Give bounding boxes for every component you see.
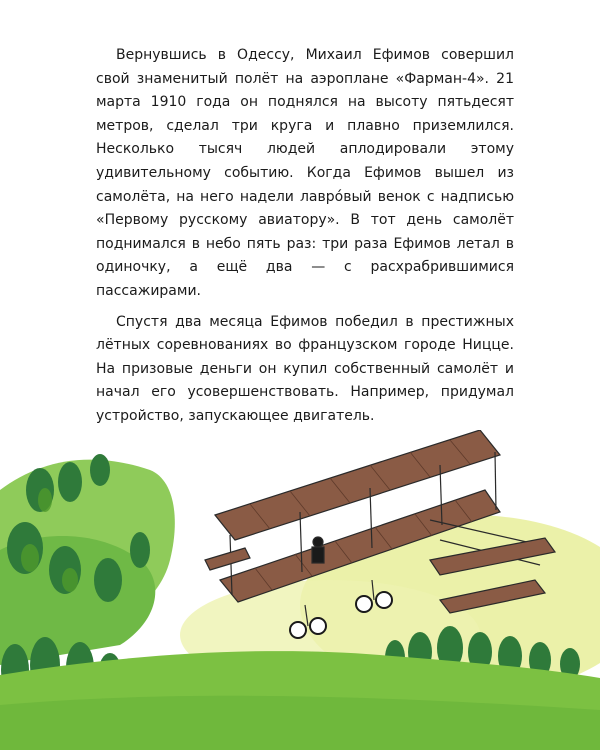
paragraph-1: Вернувшись в Одессу, Михаил Ефимов совершил свой знаменитый полёт на аэроплане «Фарман-4». 21 марта 1910 года он поднялся на высоту пятьдесят метров, сделал три круга и плавно приземлился. Несколько тысяч людей аплодировали этому удивительному событию. Когда Ефимов вышел из самолёта, на него надели лавро́вый венок с надписью «Первому русскому авиатору». В тот день самолёт поднимался в небо пять раз: три раза Ефимов летал в одиночку, а ещё два — с расхрабрившимися пассажирами. [96,47,514,299]
paragraph-2: Спустя два месяца Ефимов победил в престижных лётных соревнованиях во французском городе Ницце. На призовые деньги он купил собственный самолёт и начал его усовершенствовать. Например, придумал устройство, запускающее двигатель. [96,313,514,424]
pilot-head [313,537,323,547]
biplane-illustration [0,430,600,750]
pilot-body [312,547,324,563]
